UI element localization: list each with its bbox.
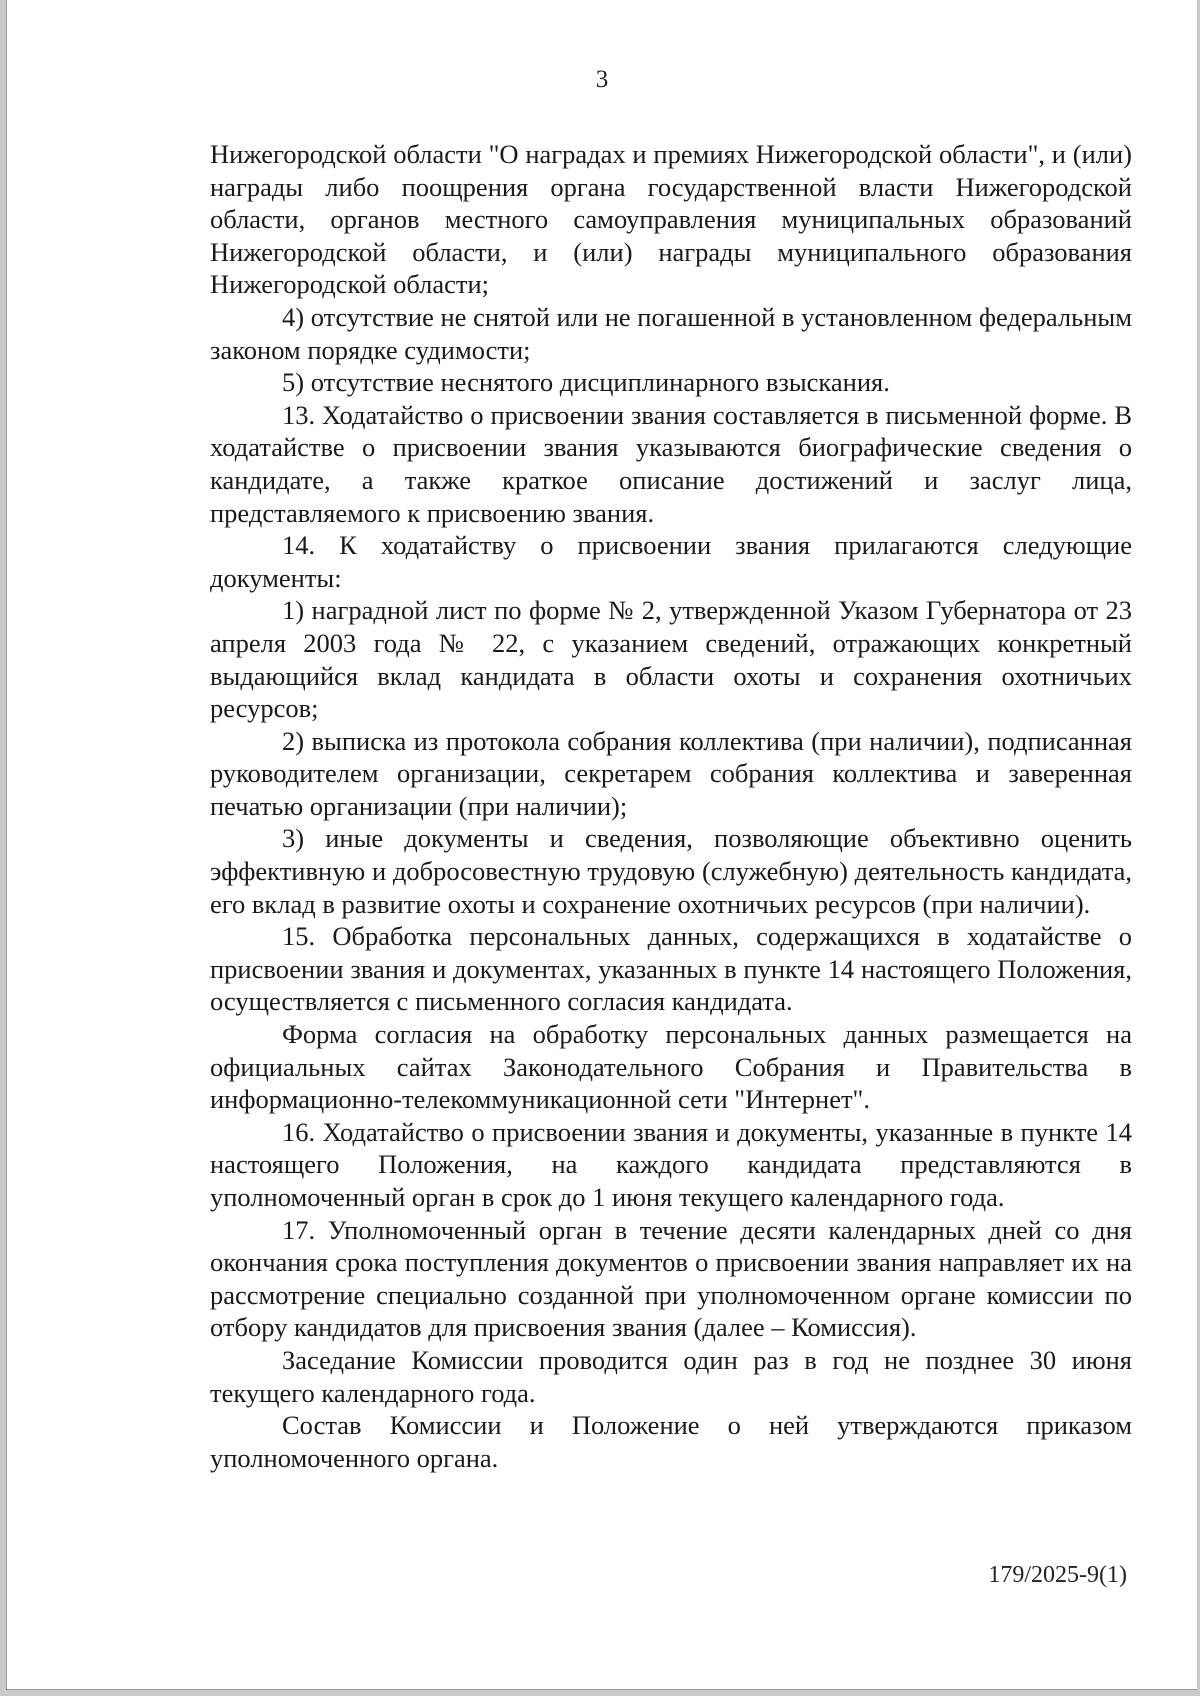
paragraph: 5) отсутствие неснятого дисциплинарного взыскания. [282,367,890,398]
document-page [6,0,1197,1690]
paragraph: Состав Комиссии и Положение о ней утверждаются приказом уполномоченного органа. [210,1410,1132,1473]
paragraph: 1) наградной лист по форме № 2, утвержденной Указом Губернатора от 23 апреля 2003 года № 22, с указанием сведений, отражающих конкретный выдающийся вклад кандидата в области охоты и сохранения охотничьих ресурсов; [210,595,1132,724]
paragraph: Заседание Комиссии проводится один раз в год не позднее 30 июня текущего календарного года. [210,1344,1132,1408]
paragraph: 15. Обработка персональных данных, содержащихся в ходатайстве о присвоении звания и документах, указанных в пункте 14 настоящего Положения, осуществляется с письменного согласия кандидата. [210,921,1132,1017]
paragraph: Форма согласия на обработку персональных данных размещается на официальных сайтах Законодательного Собрания и Правительства в информационно-телекоммуникационной сети "Интернет". [210,1019,1132,1115]
paragraph: 2) выписка из протокола собрания коллектива (при наличии), подписанная руководителем организации, секретарем собрания коллектива и заверенная печатью организации (при наличии); [210,725,1132,821]
document-body [210,138,1132,1474]
document-code: 179/2025-9(1) [988,1562,1127,1588]
paragraph: 4) отсутствие не снятой или не погашенной в установленном федеральным законом порядке судимости; [210,301,1132,365]
paragraph: 16. Ходатайство о присвоении звания и документы, указанные в пункте 14 настоящего Положения, на каждого кандидата представляются в уполномоченный орган в срок до 1 июня текущего календарного года. [210,1116,1132,1212]
paragraph: 3) иные документы и сведения, позволяющие объективно оценить эффективную и добросовестную трудовую (служебную) деятельность кандидата, его вклад в развитие охоты и сохранение охотничьих ресурсов (при наличии). [210,823,1132,919]
paragraph: 13. Ходатайство о присвоении звания составляется в письменной форме. В ходатайстве о присвоении звания указываются биографические сведения о кандидате, а также краткое описание достижений и заслуг лица, представляемого к присвоению звания. [210,399,1132,528]
page-number: 3 [595,66,609,93]
paragraph: Нижегородской области "О наградах и премиях Нижегородской области", и (или) награды либо поощрения органа государственной власти Нижегородской области, органов местного самоуправления муниципальных образований Нижегородской области, и (или) награды муниципального образования Нижегородской области; [210,139,1132,300]
paragraph: 14. К ходатайству о присвоении звания прилагаются следующие документы: [210,530,1132,593]
paragraph: 17. Уполномоченный орган в течение десяти календарных дней со дня окончания срока поступления документов о присвоении звания направляет их на рассмотрение специально созданной при уполномоченном органе комиссии по отбору кандидатов для присвоения звания (далее – Комиссия). [210,1214,1132,1343]
